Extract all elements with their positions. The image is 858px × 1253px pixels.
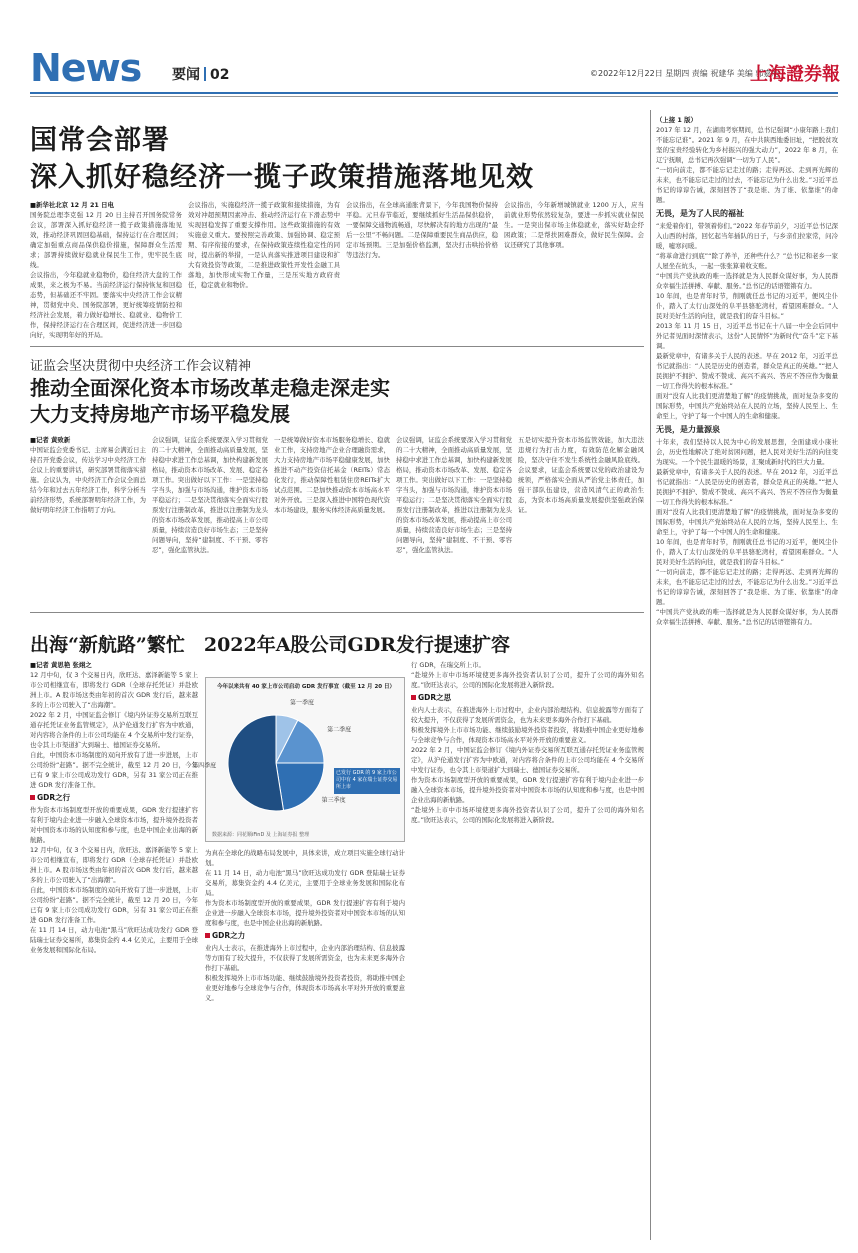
sidebar-para: 2013 年 11 月 15 日，习近平总书记在十八届一中全会后同中外记者见面时深情表示，这份“人民情怀”为新时代“奋斗”定下基调。 xyxy=(656,322,838,350)
news-logo: News xyxy=(30,46,142,90)
article2-col2 xyxy=(152,435,268,605)
article3-para: 积极发挥境外上市市场功能、继续鼓励境外投资者投资，将助推中国企业更好地参与全球竞争与合作，体现资本市场高水平对外开放的重要意义。 xyxy=(411,726,644,744)
article3-subhead: GDR之力 xyxy=(205,931,405,941)
sidebar-para: 最新党章中，有诸多关于人民的表述。早在 2012 年，习近平总书记就指出：“人民是历史的创造者，群众是真正的英雄。”“把人民拥护不拥护、赞成不赞成、高兴不高兴、答应不答应作为衡量一切工作得失的根本标准。” xyxy=(656,352,838,390)
article3-subhead: GDR之行 xyxy=(30,793,198,803)
article3-para: 2022 年 2 月，中国证监会修订《境内外证券交易所互联互通存托凭证业务监管规定》，从沪伦通发行扩容为中欧通，对内容将合条件的上市公司均能在 4 个交易所中发行证券，也令其上市渠道扩大到瑞士、德国证券交易所。 xyxy=(30,711,198,749)
pie-slice-4 xyxy=(228,715,284,811)
gdr-pie-chart xyxy=(192,678,406,843)
subhead-marker xyxy=(30,795,35,800)
article1-col4 xyxy=(504,200,644,340)
article3-para: 12 月中旬，仅 3 个交易日内，欣旺达、嘉泽新能等 5 家上市公司相继宣布，即将发行 GDR（全球存托凭证）并赴欧洲上市。A 股市场这类由年初的首次 GDR 发行后，越来越多的上市公司驶入了“出海潮”。 xyxy=(30,846,198,884)
article2-col5 xyxy=(518,435,644,605)
pie-slice-label: 第二季度 xyxy=(327,726,352,734)
sidebar-continuation: （上接 1 版） xyxy=(656,116,697,124)
article1-col3 xyxy=(346,200,498,340)
pie-slice-label: 第四季度 xyxy=(192,762,217,770)
sidebar-subhead: 无畏，是为了人民的福祉 xyxy=(656,209,744,218)
sidebar-subhead: 无畏，是力量源泉 xyxy=(656,425,720,434)
page-number: 02 xyxy=(210,67,230,83)
article3-para: 行 GDR，在瑞交所上市。 xyxy=(411,661,485,669)
article2-byline: ■记者 黄致新 xyxy=(30,436,71,444)
article3-para: 作为资本市场制度型开放的重要成果，GDR 发行提速扩容有利于境内企业进一步融入全球资本市场，提升境外投资者对中国资本市场的认知度和参与度，也是中国企业出海的新航路。 xyxy=(205,899,405,927)
article3-para: 自此，中国资本市场制度的双向开放有了进一步进展，上市公司纷纷“赶路”。据不完全统计，截至 12 月 20 日，今年已有 9 家上市公司成功发行 GDR，另有 31 家公司正在推进 GDR 发行准备工作。 xyxy=(30,886,198,924)
article3-para: 作为资本市场制度型开放的重要成果，GDR 发行提速扩容有利于境内企业进一步融入全球资本市场，提升境外投资者对中国资本市场的认知度和参与度，也是中国企业出海的新航路。 xyxy=(411,776,644,804)
sidebar-divider xyxy=(650,110,651,1240)
sidebar-para: 10 年间，也是青年时节，削刚就任总书记的习近平，便风尘仆仆，踏入了太行山深处的阜平县骆驼湾村，看望困难群众。“人民对美好生活的向往，就是我们的奋斗目标。” xyxy=(656,292,838,320)
article3-col3 xyxy=(411,660,644,1240)
article1-col2 xyxy=(188,200,340,340)
section-label xyxy=(172,64,229,84)
masthead-rule-thin xyxy=(30,96,838,97)
sidebar-para: “一切向前走，都不能忘记走过的路；走得再远、走到再光辉的未来，也不能忘记走过的过去，不能忘记为什么出发。”习近平总书记的谆谆告诫，深刻回答了“我是谁、为了谁、依靠谁”的命题。 xyxy=(656,568,838,606)
article1-para: 国务院总理李克强 12 月 20 日主持召开国务院常务会议，部署深入抓好稳经济一揽子政策措施落地见效，推动经济巩固回稳基础，保持运行在合理区间；确定加强重点商品保供稳价措施，保障群众生活需求；部署持续做好稳就业保民生工作，兜牢民生底线。 xyxy=(30,211,182,269)
sidebar-para: 10 年间，也是青年时节，削刚就任总书记的习近平，便风尘仆仆，踏入了太行山深处的阜平县骆驼湾村，看望困难群众。“人民对美好生活的向往，就是我们的奋斗目标。” xyxy=(656,538,838,566)
masthead-rule xyxy=(30,92,838,94)
legend-text: 已发行 GDR 的 9 家上市公司中有 4 家在瑞士证券交易所上市 xyxy=(336,770,398,790)
chart-note: 数据来源：同花顺iFinD 及 上海证券报 整理 xyxy=(212,832,310,838)
issue-meta: ©2022年12月22日 星期四 责编 祝建华 美编 郭嘉旭 xyxy=(590,69,780,78)
article1-para: 会议指出，在全球高通胀背景下，今年我国物价保持平稳。元旦春节临近，要继续抓好生活品保供稳价，一要保障交通物流畅通，尽快解决有的地方出现的“最后一公里”不畅问题。二是保障重要民生商品供应，稳定市场预期。三是加强价格监测，坚决打击哄抬价格等违法行为。 xyxy=(346,201,498,259)
sidebar-para: “来爱着你们，带领着你们。”2022 年春节前夕，习近平总书记深入山西的村落，回忆起当年插队的日子，与乡亲们拉家常，问冷暖，嘘寒问暖。 xyxy=(656,222,838,250)
article1-para: 会议指出，今年新增城镇就业 1200 万人，应当前就业形势依然较复杂，要进一步抓实就业保民生。一是突出保市场主体稳就业，落实好助企纾困政策；二是帮扶困难群众，做好民生保障。会议还研究了其他事项。 xyxy=(504,201,644,249)
article3-para: 为真在全球化的战略布局发展中，具体来讲，成立项目实施全球行动计划。 xyxy=(205,849,405,867)
article3-para: 业内人士表示，在推进海外上市过程中，企业内部治理结构、信息披露等方面有了较大提升，不仅获得了发展所需资金，也为未来更多海外合作打下基础。 xyxy=(411,706,644,724)
pie-slice-label: 第三季度 xyxy=(321,796,346,804)
article3-para: 积极发挥境外上市市场功能、继续鼓励境外投资者投资，将助推中国企业更好地参与全球竞争与合作，体现资本市场高水平对外开放的重要意义。 xyxy=(205,974,405,1002)
article2-para: 会议强调，证监会系统要深入学习贯彻党的二十大精神，全面推动高质量发展，坚持稳中求进工作总基调，加快构建新发展格局，推动资本市场改革、发展、稳定各项工作。突出做好以下工作：一是坚持稳字当头，加强与市场沟通，维护资本市场平稳运行；二是坚决贯彻落实全面实行股票发行注册制改革，推进以注册制为龙头的资本市场改革发展，推动提高上市公司质量，持续营造良好市场生态；三是坚持问题导向，坚持“建制度、不干预、零容忍”，强化监管执法。 xyxy=(152,436,268,554)
article3-para: “赴境外上市中市场环境使更多海外投资者认识了公司，提升了公司的海外知名度。”欣旺达表示，公司的国际化发展将进入新阶段。 xyxy=(411,806,644,824)
article3-headline: 出海“新航路”繁忙 2022年A股公司GDR发行提速扩容 xyxy=(30,634,510,656)
section-name: 要闻 xyxy=(172,67,200,83)
article1-col1 xyxy=(30,200,182,340)
subhead-marker xyxy=(205,933,210,938)
subhead-marker xyxy=(411,695,416,700)
article2-kicker: 证监会坚决贯彻中央经济工作会议精神 xyxy=(30,359,252,374)
newspaper-brand: 上海證券報 xyxy=(750,64,840,85)
section-separator xyxy=(204,67,206,81)
pie-slice-label: 第一季度 xyxy=(290,699,315,707)
article1-headline-line1: 国常会部署 xyxy=(30,125,170,156)
article2-para: 会议强调，证监会系统要深入学习贯彻党的二十大精神，全面推动高质量发展，坚持稳中求进工作总基调，加快构建新发展格局，推动资本市场改革、发展、稳定各项工作。突出做好以下工作：一是坚持稳字当头，加强与市场沟通，维护资本市场平稳运行；二是坚决贯彻落实全面实行股票发行注册制改革，推进以注册制为龙头的资本市场改革发展，推动提高上市公司质量，持续营造良好市场生态；三是坚持问题导向，坚持“建制度、不干预、零容忍”，强化监管执法。 xyxy=(396,436,512,554)
masthead xyxy=(0,0,858,110)
article2-col4 xyxy=(396,435,512,605)
article3-para: 自此，中国资本市场制度的双向开放有了进一步进展，上市公司纷纷“赶路”。据不完全统计，截至 12 月 20 日，今年已有 9 家上市公司成功发行 GDR，另有 31 家公司正在推进 GDR 发行准备工作。 xyxy=(30,751,198,789)
article1-para: 会议指出，今年稳就业稳物价，稳住经济大盘的工作成果，来之极为不易。当前经济运行保持恢复和回稳态势，但基础还不牢固。要落实中央经济工作会议精神，贯彻党中央、国务院部署，更好统筹疫情防控和经济社会发展，着力做好稳增长、稳就业、稳物价工作，保持经济运行在合理区间，促进经济进一步回稳向好，实现明年好的开局。 xyxy=(30,271,182,339)
sidebar-para: 面对“没有人比我们更清楚地了解”的疫情挑战，面对复杂多变的国际形势，中国共产党始终站在人民的立场，坚持人民至上、生命至上，守护了每一个中国人的生命和健康。 xyxy=(656,508,838,536)
gdr-chart xyxy=(192,677,405,842)
divider xyxy=(30,346,644,347)
article3-para: 业内人士表示，在推进海外上市过程中，企业内部治理结构、信息披露等方面有了较大提升，不仅获得了发展所需资金，也为未来更多海外合作打下基础。 xyxy=(205,944,405,972)
article2-col3 xyxy=(274,435,390,605)
sidebar-para: 十年来，我们坚持以人民为中心的发展思想，全面建成小康社会，历史性地解决了绝对贫困问题，把人民对美好生活的向往变为现实。一个个民生温暖的场景，汇聚成新时代的巨大力量。 xyxy=(656,438,838,466)
article1-headline-line2: 深入抓好稳经济一揽子政策措施落地见效 xyxy=(30,162,534,193)
article3-para: 作为资本市场制度型开放的重要成果，GDR 发行提速扩容有利于境内企业进一步融入全球资本市场，提升境外投资者对中国资本市场的认知度和参与度，也是中国企业出海的新航路。 xyxy=(30,806,198,844)
article3-para: 在 11 月 14 日，动力电池“黑马”欣旺达成功发行 GDR 登陆瑞士证券交易所，募集资金约 4.4 亿美元，主要用于全球业务发展和国际化布局。 xyxy=(205,869,405,897)
sidebar-para: “将革命进行到底”“除了养羊，还种些什么？”总书记和老乡一家人屋坐在炕头，一起一张张算着收支账。 xyxy=(656,252,838,270)
chart-title: 今年以来共有 40 家上市公司启动 GDR 发行事宜（截至 12 月 20 日） xyxy=(216,684,396,690)
article2-para: 一是统筹做好资本市场服务稳增长、稳就业工作，支持房地产企业合理融资需求，大力支持房地产市场平稳健康发展，加快推进不动产投资信托基金（REITs）常态化发行，推动保障性租赁住房REITs扩大试点范围。二是加快推动资本市场高水平对外开放。三是深入推进中国特色现代资本市场建设，服务实体经济高质量发展。 xyxy=(274,436,390,514)
sidebar-para: 最新党章中，有诸多关于人民的表述。早在 2012 年，习近平总书记就指出：“人民是历史的创造者，群众是真正的英雄。”“把人民拥护不拥护、赞成不赞成、高兴不高兴、答应不答应作为衡量一切工作得失的根本标准。” xyxy=(656,468,838,506)
article3-para: 12 月中旬，仅 3 个交易日内，欣旺达、嘉泽新能等 5 家上市公司相继宣布，即将发行 GDR（全球存托凭证）并赴欧洲上市。A 股市场这类由年初的首次 GDR 发行后，越来越多的上市公司驶入了“出海潮”。 xyxy=(30,671,198,709)
sidebar-para: 2017 年 12 月，在湖南考察期间，总书记强调“小康年路上我们不能忘记谁”。2021 年 9 月，在中共陕西地委旧址，“把脱贫攻坚的宝贵经验转化为乡村振兴的强大动力”，2022 年 8 月，在辽宁抚顺，总书记再次强调“一切为了人民”。 xyxy=(656,126,838,164)
article1-para: 会议指出，实施稳经济一揽子政策和接续措施，为有效对冲超预期因素冲击、推动经济运行在下滑态势中实现回稳发挥了重要支撑作用。这些政策措施的有效实施意义重大。要按照完善政策、加强协调、稳定预期、有序衔接的要求，在保持政策连续性稳定性的同时，提出新的举措，一是认真落实推进项目建设和扩大有效投资等政策，二是推进政策性开发性金融工具落地，加快形成实物工作量，三是压实地方政府责任，稳定就业和物价。 xyxy=(188,201,340,289)
article2-para: 五是切实提升资本市场监管效能，加大违法违规行为打击力度，有效防范化解金融风险，坚决守住不发生系统性金融风险底线。会议要求，证监会系统要以党的政治建设为统领，严格落实全面从严治党主体责任，加强干部队伍建设，营造风清气正的政治生态，为资本市场高质量发展提供坚强政治保证。 xyxy=(518,436,644,514)
sidebar-para: “中国共产党执政的唯一选择就是为人民群众谋好事，为人民群众幸福生活拼搏、奉献、服务。”总书记的话语铿锵有力。 xyxy=(656,608,838,626)
pie-slice-3 xyxy=(276,763,324,810)
article2-headline-line2: 大力支持房地产市场平稳发展 xyxy=(30,402,290,426)
sidebar-para: “中国共产党执政的唯一选择就是为人民群众谋好事，为人民群众幸福生活拼搏、奉献、服务。”总书记的话语铿锵有力。 xyxy=(656,272,838,290)
article3-col2 xyxy=(205,848,405,1240)
sidebar-column xyxy=(656,115,838,1240)
divider xyxy=(30,612,644,613)
article3-para: “赴境外上市中市场环境使更多海外投资者认识了公司，提升了公司的海外知名度。”欣旺达表示，公司的国际化发展将进入新阶段。 xyxy=(411,671,644,689)
article2-para: 中国证监会党委书记、主席易会满近日主持召开党委会议，传达学习中央经济工作会议上的重要讲话，研究部署贯彻落实措施。会议认为，中央经济工作会议全面总结今年和过去五年经济工作，科学分析当前经济形势，系统部署明年经济工作，为做好明年经济工作指明了方向。 xyxy=(30,446,146,514)
article3-para: 在 11 月 14 日，动力电池“黑马”欣旺达成功发行 GDR 登陆瑞士证券交易所，募集资金约 4.4 亿美元，主要用于全球业务发展和国际化布局。 xyxy=(30,926,198,954)
article3-subhead: GDR之思 xyxy=(411,693,644,703)
sidebar-para: 面对“没有人比我们更清楚地了解”的疫情挑战，面对复杂多变的国际形势，中国共产党始终站在人民的立场，坚持人民至上、生命至上，守护了每一个中国人的生命和健康。 xyxy=(656,392,838,420)
article3-col1 xyxy=(30,660,198,1240)
sidebar-para: “一切向前走，都不能忘记走过的路；走得再远、走到再光辉的未来，也不能忘记走过的过去，不能忘记为什么出发。”习近平总书记的谆谆告诫，深刻回答了“我是谁、为了谁、依靠谁”的命题。 xyxy=(656,166,838,204)
article3-byline: ■记者 黄思艳 张翊之 xyxy=(30,661,92,669)
article2-col1 xyxy=(30,435,146,605)
article1-byline: ■新华社北京 12 月 21 日电 xyxy=(30,201,114,209)
article2-headline-line1: 推动全面深化资本市场改革走稳走深走实 xyxy=(30,376,390,400)
article3-para: 2022 年 2 月，中国证监会修订《境内外证券交易所互联互通存托凭证业务监管规定》，从沪伦通发行扩容为中欧通，对内容将合条件的上市公司均能在 4 个交易所中发行证券，也令其上市渠道扩大到瑞士、德国证券交易所。 xyxy=(411,746,644,774)
